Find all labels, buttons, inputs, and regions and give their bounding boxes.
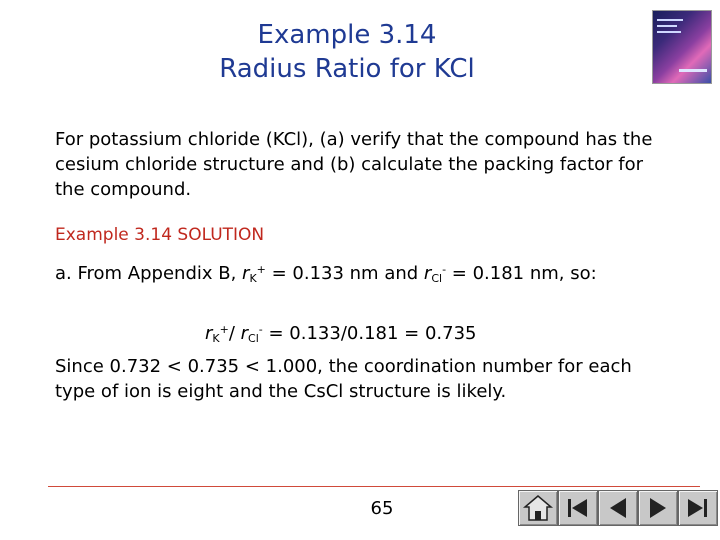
- page-number: 65: [370, 498, 394, 519]
- radius-ratio-equation: [205, 317, 477, 351]
- cl-subscript: Cl: [248, 332, 259, 345]
- last-page-button[interactable]: [678, 490, 718, 526]
- minus-superscript: -: [442, 263, 447, 276]
- home-button[interactable]: [518, 490, 558, 526]
- plus-superscript: +: [256, 263, 266, 276]
- part-a-text-1: a. From Appendix B,: [55, 263, 243, 284]
- part-a-text-3: = 0.181 nm, so:: [446, 263, 597, 284]
- book-cover-icon: [652, 10, 712, 84]
- previous-page-button[interactable]: [598, 490, 638, 526]
- radius-symbol: r: [242, 263, 250, 284]
- k-subscript: K: [212, 332, 220, 345]
- footer-rule: [48, 486, 700, 487]
- radius-symbol: r: [240, 323, 249, 344]
- previous-page-icon: [599, 491, 637, 525]
- radius-symbol: r: [205, 323, 213, 344]
- next-page-icon: [639, 491, 677, 525]
- solution-heading: Example 3.14 SOLUTION: [55, 225, 265, 245]
- title-line-2: Radius Ratio for KCl: [219, 54, 475, 84]
- slide-title: [0, 18, 694, 86]
- problem-statement: For potassium chloride (KCl), (a) verify that the compound has the cesium chloride structure and (b) calculate the packing factor for the compound.: [55, 129, 653, 200]
- next-page-button[interactable]: [638, 490, 678, 526]
- radius-symbol: r: [423, 263, 432, 284]
- home-icon: [519, 491, 557, 525]
- cl-subscript: Cl: [431, 272, 443, 285]
- part-a-paragraph: [55, 257, 675, 291]
- last-page-icon: [679, 491, 717, 525]
- part-a-text-2: = 0.133 nm and: [265, 263, 424, 284]
- conclusion-paragraph: Since 0.732 < 0.735 < 1.000, the coordination number for each type of ion is eight and the CsCl structure is likely.: [55, 356, 632, 402]
- ratio-slash: /: [228, 323, 241, 344]
- first-page-icon: [559, 491, 597, 525]
- first-page-button[interactable]: [558, 490, 598, 526]
- ratio-value: = 0.133/0.181 = 0.735: [262, 323, 477, 344]
- minus-superscript: -: [258, 323, 263, 336]
- k-subscript: K: [249, 272, 257, 285]
- plus-superscript: +: [219, 323, 229, 336]
- title-line-1: Example 3.14: [257, 20, 437, 50]
